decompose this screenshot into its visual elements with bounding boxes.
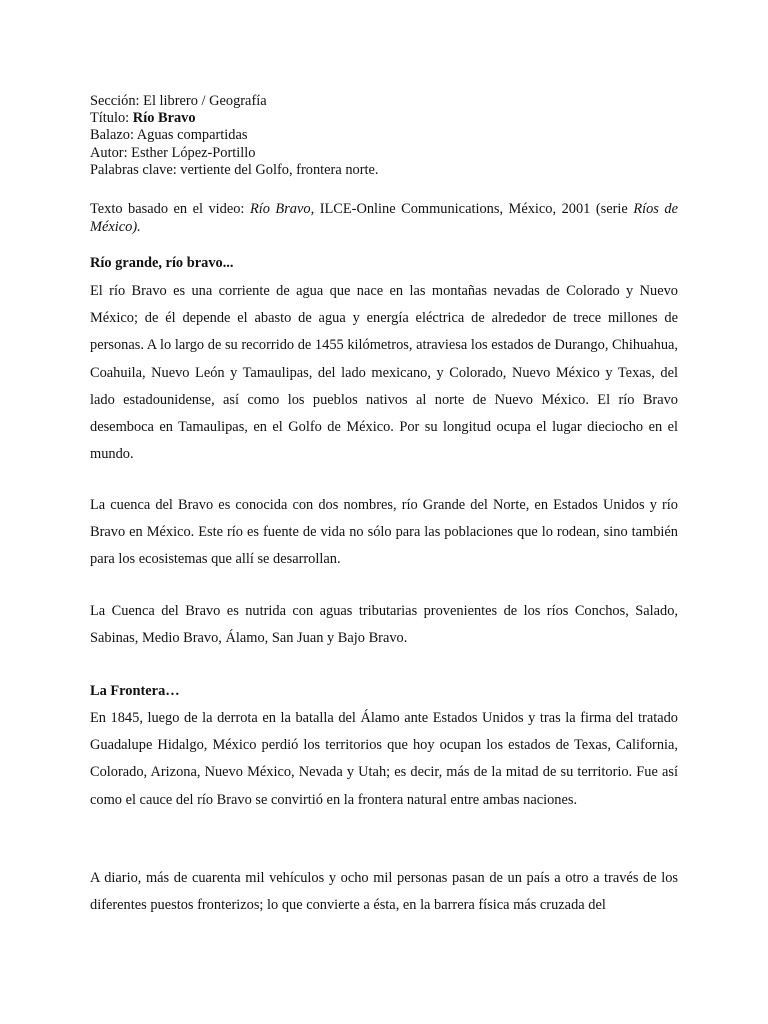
paragraph: El río Bravo es una corriente de agua que nace en las montañas nevadas de Colorado y Nuevo México; de él depende el abasto de agua y energía eléctrica de alrededor de trece millones de personas. A lo largo de su recorrido de 1455 kilómetros, atraviesa los estados de Durango, Chihuahua, Coahuila, Nuevo León y Tamaulipas, del lado mexicano, y Colorado, Nuevo México y Texas, del lado estadounidense, así como los pueblos nativos al norte de Nuevo México. El río Bravo desemboca en Tamaulipas, en el Golfo de México. Por su longitud ocupa el lugar dieciocho en el mundo. [90, 283, 678, 463]
author-line: Autor: Esther López-Portillo [90, 144, 256, 161]
paragraph: La cuenca del Bravo es conocida con dos nombres, río Grande del Norte, en Estados Unidos y río Bravo en México. Este río es fuente de vida no sólo para las poblaciones que lo rodean, sino también para los ecosistemas que allí se desarrollan. [90, 497, 678, 568]
title-label: Título: [90, 110, 130, 127]
source-mid: ILCE-Online Communications, México, 2001 (serie [319, 201, 628, 217]
balazo-line: Balazo: Aguas compartidas [90, 127, 248, 144]
paragraph: En 1845, luego de la derrota en la batalla del Álamo ante Estados Unidos y tras la firma del tratado Guadalupe Hidalgo, México perdió los territorios que hoy ocupan los estados de Texas, California, Colorado, Arizona, Nuevo México, Nevada y Utah; es decir, más de la mitad de su territorio. Fue así como el cauce del río Bravo se convirtió en la frontera natural entre ambas naciones. [90, 710, 678, 808]
keywords-line: Palabras clave: vertiente del Golfo, frontera norte. [90, 161, 379, 178]
video-title: Río Bravo, [249, 201, 315, 217]
series-title: Ríos de México). [90, 201, 678, 235]
metadata-block [90, 93, 690, 179]
source-pre: Texto basado en el video: [90, 201, 245, 217]
section-heading-frontera: La Frontera… [90, 683, 180, 699]
source-note [90, 200, 678, 236]
section-line: Sección: El librero / Geografía [90, 93, 267, 109]
title-value: Río Bravo [132, 110, 196, 127]
section-heading-rio: Río grande, río bravo... [90, 255, 234, 271]
paragraph: A diario, más de cuarenta mil vehículos y ocho mil personas pasan de un país a otro a través de los diferentes puestos fronterizos; lo que convierte a ésta, en la barrera física más cruzada del [90, 870, 678, 914]
paragraph: La Cuenca del Bravo es nutrida con aguas tributarias provenientes de los ríos Conchos, Salado, Sabinas, Medio Bravo, Álamo, San Juan y Bajo Bravo. [90, 603, 678, 647]
title-line [90, 110, 690, 127]
